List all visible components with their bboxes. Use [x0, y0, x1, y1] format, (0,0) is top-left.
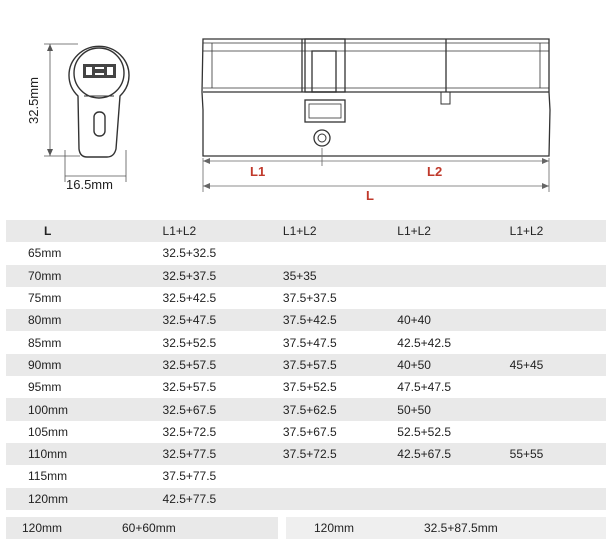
split-cell — [510, 421, 606, 443]
extra-row-right — [286, 517, 606, 539]
split-cell: 32.5+57.5 — [163, 376, 283, 398]
height-dimension-label: 32.5mm — [26, 77, 41, 124]
fixing-hole — [314, 130, 330, 146]
extra-left-length: 120mm — [22, 521, 63, 535]
length-cell: 75mm — [6, 287, 163, 309]
split-cell — [510, 287, 606, 309]
split-cell: 40+40 — [397, 309, 509, 331]
length-cell: 90mm — [6, 354, 163, 376]
cylinder-profile-view — [69, 46, 129, 157]
cam-housing — [305, 39, 345, 92]
split-cell — [283, 488, 397, 510]
split-cell: 32.5+52.5 — [163, 331, 283, 353]
split-cell — [510, 488, 606, 510]
split-cell: 32.5+37.5 — [163, 265, 283, 287]
split-cell — [397, 265, 509, 287]
split-cell: 37.5+57.5 — [283, 354, 397, 376]
table-row — [6, 398, 606, 420]
split-cell: 37.5+42.5 — [283, 309, 397, 331]
extra-left-split: 60+60mm — [122, 521, 176, 535]
split-cell: 37.5+37.5 — [283, 287, 397, 309]
split-cell: 42.5+67.5 — [397, 443, 509, 465]
table-row — [6, 488, 606, 510]
table-header-row — [6, 220, 606, 242]
table-row — [6, 421, 606, 443]
cylinder-side-view — [202, 39, 550, 156]
table-header-cell: L1+L2 — [283, 220, 397, 242]
profile-screw-slot — [94, 112, 105, 136]
length-cell: 100mm — [6, 398, 163, 420]
split-cell — [510, 309, 606, 331]
extra-row-left — [6, 517, 278, 539]
split-cell — [283, 242, 397, 264]
length-cell: 110mm — [6, 443, 163, 465]
split-cell: 37.5+52.5 — [283, 376, 397, 398]
length-cell: 65mm — [6, 242, 163, 264]
split-cell — [397, 465, 509, 487]
split-cell — [510, 398, 606, 420]
length-cell: 95mm — [6, 376, 163, 398]
split-cell: 32.5+47.5 — [163, 309, 283, 331]
width-dimension-label: 16.5mm — [66, 177, 113, 192]
split-cell: 52.5+52.5 — [397, 421, 509, 443]
split-cell — [397, 287, 509, 309]
split-cell — [283, 465, 397, 487]
table-row — [6, 287, 606, 309]
split-cell: 50+50 — [397, 398, 509, 420]
split-cell — [510, 376, 606, 398]
extra-right-length: 120mm — [314, 521, 355, 535]
size-table — [6, 220, 606, 510]
split-cell: 32.5+42.5 — [163, 287, 283, 309]
cam — [312, 51, 336, 92]
table-header-cell: L1+L2 — [397, 220, 509, 242]
table-row — [6, 242, 606, 264]
cam-tab — [305, 100, 345, 122]
split-cell: 47.5+47.5 — [397, 376, 509, 398]
table-row — [6, 354, 606, 376]
table-row — [6, 309, 606, 331]
split-cell: 37.5+62.5 — [283, 398, 397, 420]
split-cell: 32.5+67.5 — [163, 398, 283, 420]
split-cell: 32.5+72.5 — [163, 421, 283, 443]
split-cell: 37.5+47.5 — [283, 331, 397, 353]
split-cell: 37.5+72.5 — [283, 443, 397, 465]
table-row — [6, 465, 606, 487]
length-cell: 85mm — [6, 331, 163, 353]
split-cell — [397, 488, 509, 510]
split-cell: 45+45 — [510, 354, 606, 376]
split-cell — [510, 331, 606, 353]
table-row — [6, 376, 606, 398]
split-cell: 42.5+77.5 — [163, 488, 283, 510]
split-cell: 35+35 — [283, 265, 397, 287]
table-header-cell: L1+L2 — [510, 220, 606, 242]
l1-label: L1 — [250, 164, 266, 179]
split-cell: 32.5+32.5 — [163, 242, 283, 264]
side-body-outline — [202, 39, 550, 156]
split-cell: 32.5+77.5 — [163, 443, 283, 465]
length-cell: 120mm — [6, 488, 163, 510]
split-cell — [510, 242, 606, 264]
split-cell — [510, 465, 606, 487]
l2-label: L2 — [427, 164, 443, 179]
table-header-cell: L — [6, 220, 163, 242]
l-total-label: L — [366, 188, 374, 203]
length-cell: 70mm — [6, 265, 163, 287]
table-row — [6, 331, 606, 353]
split-cell: 37.5+77.5 — [163, 465, 283, 487]
table-row — [6, 265, 606, 287]
split-cell: 55+55 — [510, 443, 606, 465]
profile-outline — [69, 46, 129, 157]
length-cell: 80mm — [6, 309, 163, 331]
length-cell: 105mm — [6, 421, 163, 443]
split-cell: 40+50 — [397, 354, 509, 376]
split-cell: 32.5+57.5 — [163, 354, 283, 376]
split-cell: 42.5+42.5 — [397, 331, 509, 353]
table-header-cell: L1+L2 — [163, 220, 283, 242]
table-extra-row — [6, 517, 606, 539]
extra-right-split: 32.5+87.5mm — [424, 521, 498, 535]
split-cell — [397, 242, 509, 264]
split-cell — [510, 265, 606, 287]
split-cell: 37.5+67.5 — [283, 421, 397, 443]
table-row — [6, 443, 606, 465]
length-cell: 115mm — [6, 465, 163, 487]
